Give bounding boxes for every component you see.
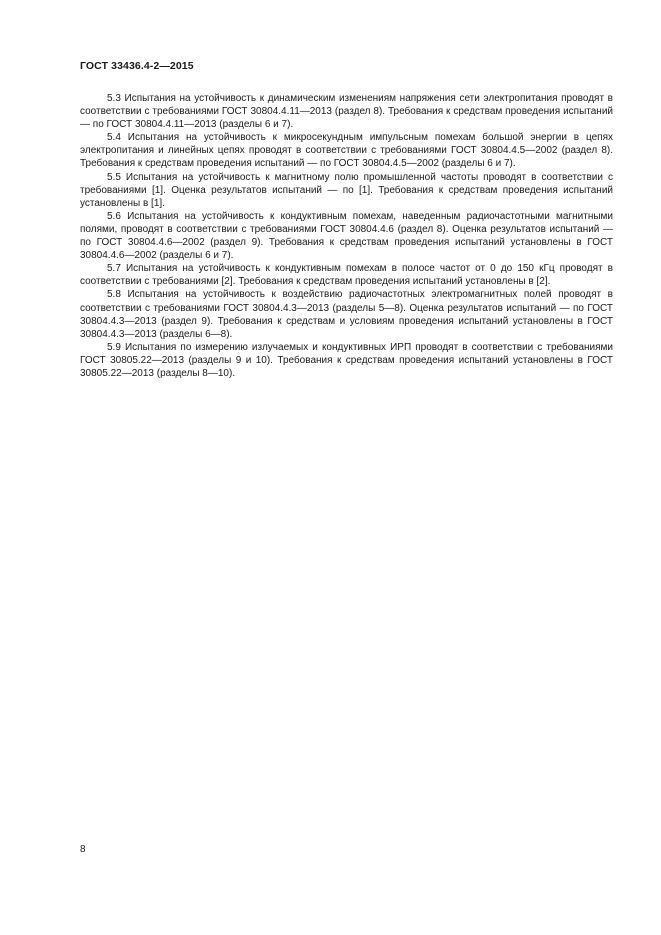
paragraph-5-9: 5.9 Испытания по измерению излучаемых и кондуктивных ИРП проводят в соответствии с требованиями ГОСТ 30805.22—2013 (разделы 9 и 10). Требования к средствам проведения испытаний установлены в ГОСТ 30805.22—2013 (разделы 8—10). xyxy=(80,341,613,379)
paragraph-5-6: 5.6 Испытания на устойчивость к кондуктивным помехам, наведенным радиочастотными магнитными полями, проводят в соответствии с требованиями ГОСТ 30804.4.6 (раздел 8). Оценка результатов испытаний — по ГОСТ 30804.4.6—2002 (раздел 9). Требования к средствам проведения испытаний установлены в ГОСТ 30804.4.6—2002 (разделы 6 и 7). xyxy=(80,210,613,262)
document-body xyxy=(80,92,613,380)
page-number: 8 xyxy=(80,844,86,855)
paragraph-5-8: 5.8 Испытания на устойчивость к воздействию радиочастотных электромагнитных полей проводят в соответствии с требованиями ГОСТ 30804.4.3—2013 (разделы 5—8). Оценка результатов испытаний — по ГОСТ 30804.4.3—2013 (раздел 9). Требования к средствам и условиям проведения испытаний установлены в ГОСТ 30804.4.3—2013 (разделы 6—8). xyxy=(80,289,613,340)
paragraph-5-3: 5.3 Испытания на устойчивость к динамическим изменениям напряжения сети электропитания проводят в соответствии с требованиями ГОСТ 30804.4.11—2013 (раздел 8). Требования к средствам проведения испытаний — по ГОСТ 30804.4.11—2013 (разделы 6 и 7). xyxy=(80,93,613,131)
paragraph-5-5: 5.5 Испытания на устойчивость к магнитному полю промышленной частоты проводят в соответствии с требованиями [1]. Оценка результатов испытаний — по [1]. Требования к средствам проведения испытаний установлены в [1]. xyxy=(80,171,613,209)
document-header: ГОСТ 33436.4-2—2015 xyxy=(80,60,194,72)
paragraph-5-4: 5.4 Испытания на устойчивость к микросекундным импульсным помехам большой энергии в цепях электропитания и линейных цепях проводят в соответствии с требованиями ГОСТ 30804.4.5—2002 (раздел 8). Требования к средствам проведения испытаний — по ГОСТ 30804.4.5—2002 (разделы 6 и 7). xyxy=(80,132,613,170)
paragraph-5-7: 5.7 Испытания на устойчивость к кондуктивным помехам в полосе частот от 0 до 150 кГц проводят в соответствии с требованиями [2]. Требования к средствам проведения испытаний установлены в [2]. xyxy=(80,263,613,288)
